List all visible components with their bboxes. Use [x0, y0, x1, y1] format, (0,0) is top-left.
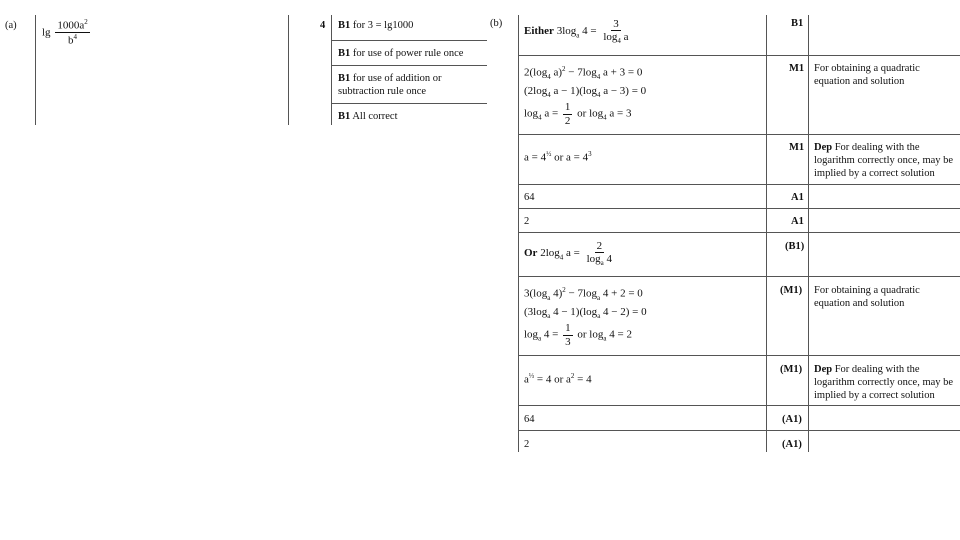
quadratic-working-alt: $3(\log_a$ $4)^2 - 7\log_a$ 4 + 2 = 0 ($3\log_a$ $4 - 1)(\log_a$ 4 − 2) = 0 $\log_a 4$ = $\frac{1}{3}$ or $\log_a 4 = 2$: [524, 286, 647, 348]
dep-working: $a = 4^{\frac{1}{2}}$ or $a = 4^3$: [524, 150, 592, 164]
guidance-item: B1 for use of addition or subtraction rule once: [338, 73, 442, 98]
answer-r4: 64: [524, 192, 535, 203]
mark-r5: A1: [791, 216, 804, 227]
part-a-expression: lg $\frac{1000a^2}{b^4}$: [42, 18, 88, 47]
guidance-item: B1 for use of power rule once: [338, 48, 464, 59]
comment-dep: Dep For dealing with the logarithm correctly once, may be implied by a correct solution: [814, 142, 954, 180]
part-a-label: (a): [5, 20, 17, 31]
quadratic-working: $2(\log_4$ $a)^2 - 7\log_4$ a + 3 = 0 ($2\log_4$ $a - 1)(\log_4$ a − 3) = 0 $\log_4 a$ = $\frac{1}{2}$ or $\log_4 a = 3$: [524, 65, 647, 127]
guidance-item: B1 for 3 = lg1000: [338, 20, 414, 31]
mark-r8: (M1): [780, 364, 803, 375]
mark-r1: B1: [791, 18, 804, 29]
either-equation: Either $3\log_a$ 4 = $\frac{3}{\log_4 a}$: [524, 18, 629, 46]
or-equation: Or $2\log_4$ a = $\frac{2}{\log_a 4}$: [524, 240, 613, 268]
comment-dep-alt: Dep For dealing with the logarithm correctly once, may be implied by a correct solution: [814, 364, 954, 402]
mark-r7: (M1): [780, 285, 803, 296]
answer-r10: 2: [524, 439, 530, 450]
mark-r3: M1: [789, 142, 805, 153]
comment-quadratic-alt: For obtaining a quadratic equation and solution: [814, 285, 920, 310]
part-b-label: (b): [490, 18, 503, 29]
mark-r10: (A1): [782, 439, 802, 450]
mark-r2: M1: [789, 63, 805, 74]
comment-quadratic: For obtaining a quadratic equation and solution: [814, 63, 920, 88]
answer-r5: 2: [524, 216, 530, 227]
part-a-total-marks: 4: [320, 20, 326, 31]
dep-working-alt: $a^{\frac{1}{3}} = 4$ or $a^2 = 4$: [524, 372, 592, 386]
mark-r6: (B1): [785, 241, 805, 252]
mark-r4: A1: [791, 192, 804, 203]
mark-r9: (A1): [782, 414, 802, 425]
guidance-item: B1 All correct: [338, 111, 398, 122]
answer-r9: 64: [524, 414, 535, 425]
